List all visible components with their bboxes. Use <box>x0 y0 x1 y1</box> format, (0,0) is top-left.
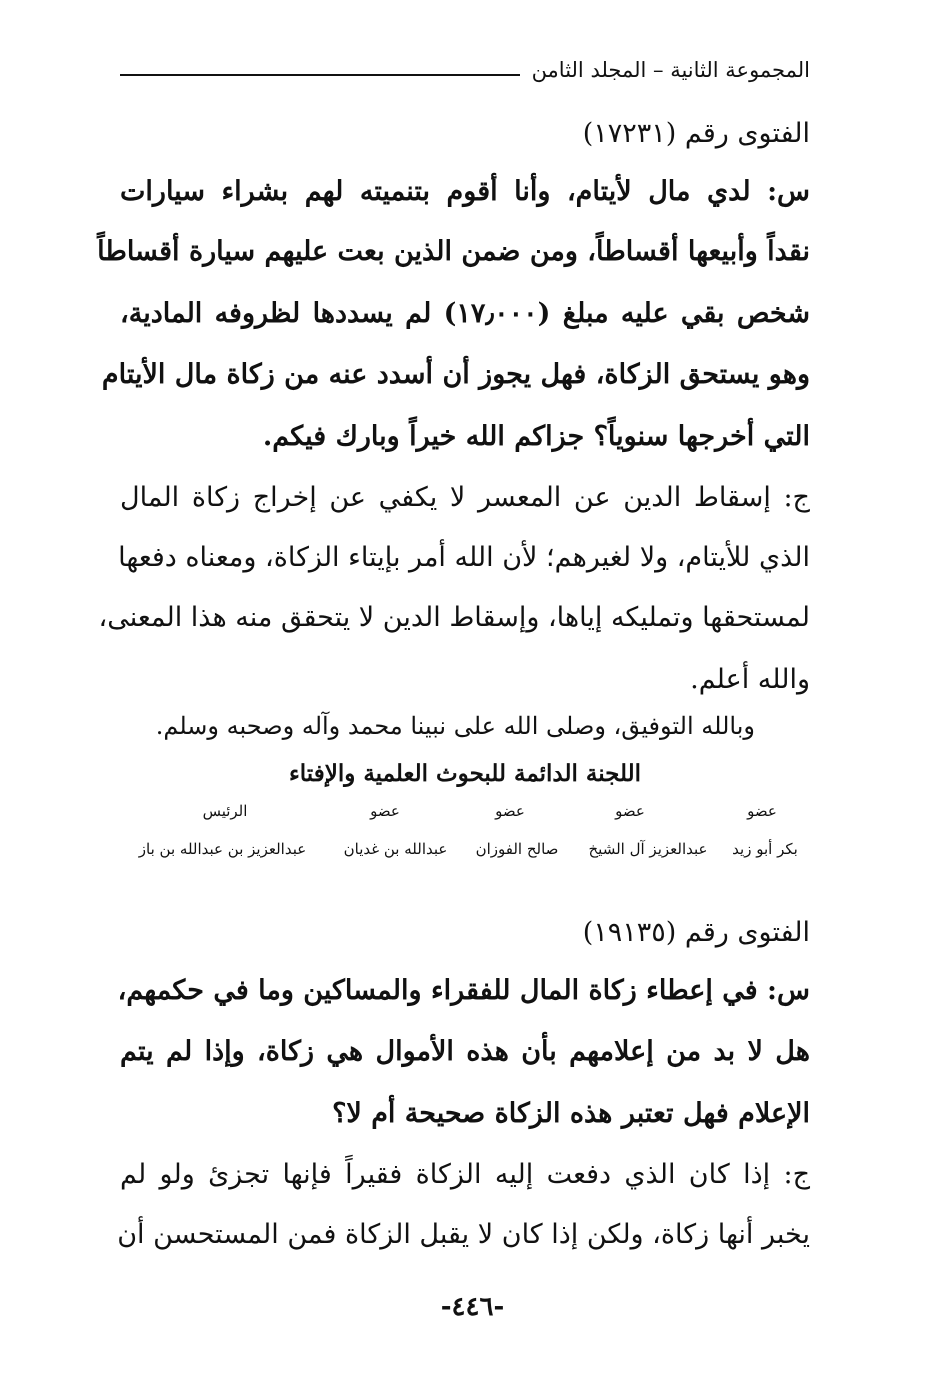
signatory-role: عضو <box>370 802 400 820</box>
question-1-line-5: التي أخرجها سنوياً؟ جزاكم الله خيراً وبارك فيكم. <box>262 421 810 452</box>
question-2-line-2: هل لا بد من إعلامهم بأن هذه الأموال هي زكاة، وإذا لم يتم <box>120 1036 810 1067</box>
answer-1-line-1: ج: إسقاط الدين عن المعسر لا يكفي عن إخراج زكاة المال <box>120 482 810 513</box>
fatwa-title-1: الفتوى رقم (١٧٢٣١) <box>582 118 810 149</box>
signatory-name: بكر أبو زيد <box>732 840 798 858</box>
question-1-line-4: وهو يستحق الزكاة، فهل يجوز أن أسدد عنه من زكاة مال الأيتام <box>101 359 810 390</box>
question-1-line-3: شخص بقي عليه مبلغ (١٧٫٠٠٠) لم يسددها لظروفه المادية، <box>120 298 810 329</box>
question-1-line-2: نقداً وأبيعها أقساطاً، ومن ضمن الذين بعت عليهم سيارة أقساطاً <box>97 236 810 267</box>
answer-2-line-2: يخبر أنها زكاة، ولكن إذا كان لا يقبل الزكاة فمن المستحسن أن <box>117 1219 810 1250</box>
closing-formula: وبالله التوفيق، وصلى الله على نبينا محمد وآله وصحبه وسلم. <box>155 712 755 740</box>
committee-name: اللجنة الدائمة للبحوث العلمية والإفتاء <box>288 760 642 787</box>
signatory-role: عضو <box>747 802 777 820</box>
page-number: -٤٤٦- <box>440 1292 505 1322</box>
answer-1-line-3: لمستحقها وتمليكه إياها، وإسقاط الدين لا يتحقق منه هذا المعنى، <box>98 602 810 633</box>
signatory-role: عضو <box>615 802 645 820</box>
answer-2-line-1: ج: إذا كان الذي دفعت إليه الزكاة فقيراً فإنها تجزئ ولو لم <box>120 1159 810 1190</box>
signatory-role: عضو <box>495 802 525 820</box>
signatory-name: عبدالله بن غديان <box>343 840 448 858</box>
question-2-line-1: س: في إعطاء زكاة المال للفقراء والمساكين وما في حكمهم، <box>117 975 810 1006</box>
running-header <box>120 52 810 92</box>
answer-1-line-4: والله أعلم. <box>690 664 810 695</box>
running-title: المجموعة الثانية – المجلد الثامن <box>520 58 810 82</box>
signatory-name: عبدالعزيز بن عبدالله بن باز <box>138 840 307 858</box>
signatory-roles-row <box>120 802 810 832</box>
signatory-role: الرئيس <box>202 802 248 820</box>
signatory-name: عبدالعزيز آل الشيخ <box>588 840 708 858</box>
question-2-line-3: الإعلام فهل تعتبر هذه الزكاة صحيحة أم لا؟ <box>332 1098 810 1129</box>
header-rule <box>120 74 550 76</box>
signatory-name: صالح الفوزان <box>475 840 559 858</box>
fatwa-title-2: الفتوى رقم (١٩١٣٥) <box>582 917 810 948</box>
signatory-names-row <box>120 840 810 870</box>
question-1-line-1: س: لدي مال لأيتام، وأنا أقوم بتنميته لهم بشراء سيارات <box>120 176 810 207</box>
answer-1-line-2: الذي للأيتام، ولا لغيرهم؛ لأن الله أمر بإيتاء الزكاة، ومعناه دفعها <box>118 542 810 573</box>
